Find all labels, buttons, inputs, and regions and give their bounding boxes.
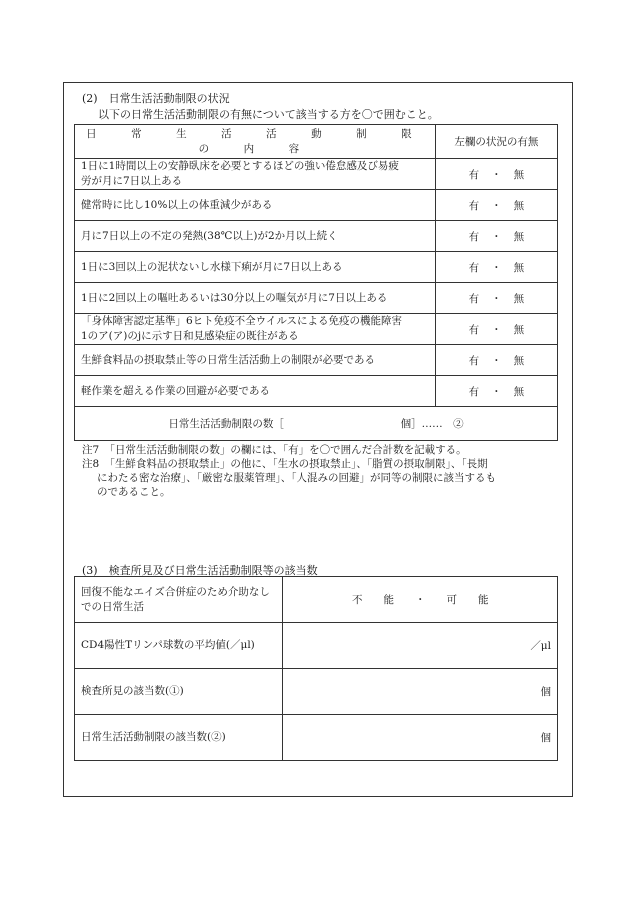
table-row [75,577,558,623]
notes [82,443,567,499]
row-text: 健常時に比し10%以上の体重減少がある [75,190,436,221]
answer-no[interactable]: 無 [513,354,525,367]
section3-heading: (3) 検査所見及び日常生活活動制限等の該当数 [82,564,318,577]
restriction-count-field[interactable]: 個 [283,715,558,761]
yes-no-choice[interactable] [435,252,557,283]
possible-impossible-choice[interactable]: 不 能 ・ 可 能 [283,577,558,623]
row-label: 日常生活活動制限の該当数(②) [75,715,283,761]
table-row [75,669,558,715]
yes-no-choice[interactable] [435,221,557,252]
table-row [75,345,558,376]
row-text-line2: 1のア(ア)のjに示す日和見感染症の既往がある [81,330,299,342]
yes-no-choice[interactable] [435,314,557,345]
table-header-row [75,125,558,159]
answer-dot: ・ [491,385,502,398]
header-status: 左欄の状況の有無 [435,125,557,159]
row-label-line1: 回復不能なエイズ合併症のため介助なし [81,585,270,598]
row-text: 1日に3回以上の泥状ないし水様下痢が月に7日以上ある [75,252,436,283]
note-8-line1: 注8 「生鮮食料品の摂取禁止」の他に、「生水の摂取禁止」、「脂質の摂取制限」、「長期 [82,458,488,470]
note-7: 注7 「日常生活活動制限の数」の欄には、「有」を〇で囲んだ合計数を記載する。 [82,444,467,456]
section2-instruction: 以下の日常生活活動制限の有無について該当する方を〇で囲むこと。 [98,108,439,121]
yes-no-choice[interactable] [435,283,557,314]
answer-yes[interactable]: 有 [468,230,480,243]
cd4-value-field[interactable]: ／μl [283,623,558,669]
answer-dot: ・ [491,292,502,305]
answer-dot: ・ [491,323,502,336]
count-label: 日常生活活動制限の数［ [168,418,284,430]
row-text: 軽作業を超える作業の回避が必要である [75,376,436,407]
answer-no[interactable]: 無 [513,261,525,274]
section2-heading: (2) 日常生活活動制限の状況 [82,92,230,105]
row-label: 検査所見の該当数(①) [75,669,283,715]
row-text: 月に7日以上の不定の発熱(38℃以上)が2か月以上続く [75,221,436,252]
table-row [75,283,558,314]
count-unit: 個］…… ② [400,418,464,430]
yes-no-choice[interactable] [435,190,557,221]
answer-yes[interactable]: 有 [468,323,480,336]
answer-yes[interactable]: 有 [468,292,480,305]
header-content: 日 常 生 活 活 動 制 限 の 内 容 [75,125,436,159]
answer-no[interactable]: 無 [513,199,525,212]
table-row [75,623,558,669]
row-text-line1: 1日に1時間以上の安静臥床を必要とするほどの強い倦怠感及び易疲 [81,160,399,172]
answer-dot: ・ [491,261,502,274]
table-row [75,221,558,252]
table-row [75,252,558,283]
row-text-line2: 労が月に7日以上ある [81,175,183,187]
table-row [75,376,558,407]
answer-dot: ・ [491,230,502,243]
findings-count-field[interactable]: 個 [283,669,558,715]
note-8-line3: のであること。 [97,486,171,498]
answer-yes[interactable]: 有 [468,168,480,181]
table-row [75,715,558,761]
yes-no-choice[interactable] [435,159,557,190]
answer-no[interactable]: 無 [513,385,525,398]
answer-no[interactable]: 無 [513,292,525,305]
answer-yes[interactable]: 有 [468,354,480,367]
answer-no[interactable]: 無 [513,168,525,181]
table-row [75,190,558,221]
answer-dot: ・ [491,354,502,367]
note-8-line2: にわたる密な治療」、「厳密な服薬管理」、「人混みの回避」が同等の制限に該当するも [97,472,496,484]
table-row [75,159,558,190]
answer-dot: ・ [491,168,502,181]
row-text: 生鮮食料品の摂取禁止等の日常生活活動上の制限が必要である [75,345,436,376]
daily-restriction-table [74,124,558,441]
row-label-line2: での日常生活 [81,600,144,613]
answer-yes[interactable]: 有 [468,261,480,274]
answer-yes[interactable]: 有 [468,199,480,212]
count-row [75,407,558,441]
answer-no[interactable]: 無 [513,323,525,336]
row-label: CD4陽性Tリンパ球数の平均値(／μl) [75,623,283,669]
row-text: 1日に2回以上の嘔吐あるいは30分以上の嘔気が月に7日以上ある [75,283,436,314]
row-text-line1: 「身体障害認定基準」6ヒト免疫不全ウイルスによる免疫の機能障害 [81,315,403,327]
yes-no-choice[interactable] [435,345,557,376]
answer-no[interactable]: 無 [513,230,525,243]
answer-dot: ・ [491,199,502,212]
yes-no-choice[interactable] [435,376,557,407]
answer-yes[interactable]: 有 [468,385,480,398]
findings-table [74,576,558,761]
table-row [75,314,558,345]
